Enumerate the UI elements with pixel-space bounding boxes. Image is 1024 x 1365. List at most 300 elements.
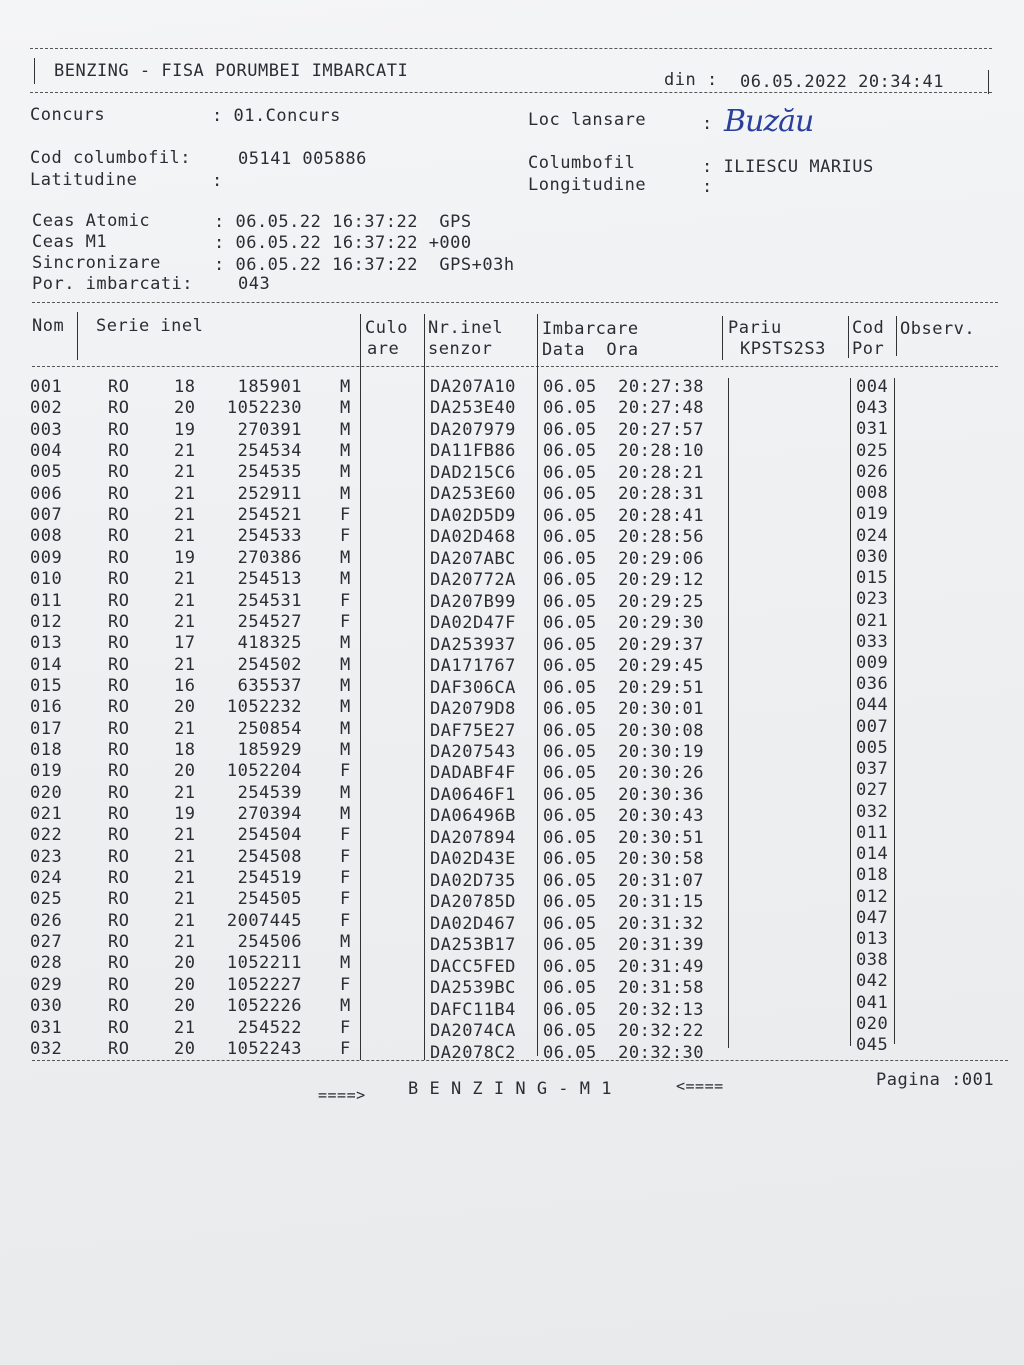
sex: F: [340, 1038, 351, 1059]
row-number: 017: [30, 718, 63, 739]
country-code: RO: [108, 889, 130, 910]
ring-number: 254513: [237, 569, 302, 590]
ring-number: 252911: [237, 483, 302, 504]
row-number: 025: [30, 889, 63, 910]
header-bottom-rule: [30, 92, 992, 93]
ring-number: 254519: [237, 868, 302, 889]
country-code: RO: [108, 804, 130, 824]
cod-por: 021: [856, 610, 889, 631]
cod-por: 023: [856, 589, 889, 610]
sex: F: [340, 611, 351, 632]
row-number: 013: [30, 633, 63, 654]
cod-por: 011: [856, 822, 889, 843]
ring-year: 21: [174, 590, 196, 611]
row-number: 008: [30, 526, 63, 547]
row-number: 027: [30, 932, 63, 953]
sex: M: [340, 739, 351, 760]
row-number: 012: [30, 611, 63, 632]
sex: M: [340, 398, 351, 419]
sex: F: [340, 761, 351, 782]
ring-number: 254535: [237, 462, 302, 483]
ring-number: 1052230: [226, 398, 302, 419]
boarding-datetime: 06.05 20:31:07: [543, 870, 705, 891]
sex: M: [340, 782, 351, 803]
col-culoare-2: are: [367, 339, 400, 359]
country-code: RO: [108, 739, 130, 760]
row-number: 020: [30, 782, 63, 803]
sensor-id: DA20785D: [430, 892, 516, 913]
sex: M: [340, 547, 351, 568]
ring-year: 19: [174, 804, 196, 824]
sex: F: [340, 526, 351, 547]
cod-por: 005: [856, 737, 889, 758]
boarding-datetime: 06.05 20:27:38: [543, 377, 705, 397]
boarding-datetime: 06.05 20:29:30: [543, 613, 705, 634]
latitudine-value: :: [212, 171, 223, 191]
cod-por: 025: [856, 440, 889, 461]
cod-por: 015: [856, 568, 889, 589]
row-number: 028: [30, 953, 63, 974]
country-code: RO: [108, 483, 130, 504]
sensor-id: DA171767: [430, 656, 516, 677]
cod-por: 007: [856, 716, 889, 737]
boarding-datetime: 06.05 20:30:26: [543, 763, 705, 784]
boarding-datetime: 06.05 20:28:21: [543, 462, 705, 483]
sensor-id: DAF75E27: [430, 720, 516, 741]
boarding-datetime: 06.05 20:29:37: [543, 634, 705, 655]
row-number: 029: [30, 974, 63, 995]
cod-por: 043: [856, 398, 889, 419]
boarding-datetime: 06.05 20:30:58: [543, 849, 705, 870]
boarding-datetime: 06.05 20:29:51: [543, 677, 705, 698]
ring-year: 21: [174, 441, 196, 462]
cod-por: 004: [856, 377, 889, 397]
cod-por: 009: [856, 652, 889, 673]
country-code: RO: [108, 868, 130, 889]
col-separator: [896, 316, 897, 356]
sincronizare-value: : 06.05.22 16:37:22 GPS+03h: [214, 255, 515, 275]
page-number: Pagina :001: [876, 1070, 995, 1090]
row-number: 002: [30, 398, 63, 419]
ring-number: 185901: [237, 377, 302, 397]
concurs-label: Concurs: [30, 105, 106, 125]
ring-year: 21: [174, 654, 196, 675]
cod-por: 045: [856, 1035, 889, 1056]
longitudine-value: :: [702, 177, 713, 197]
country-code: RO: [108, 718, 130, 739]
document-title: BENZING - FISA PORUMBEI IMBARCATI: [54, 61, 409, 81]
col-separator: [722, 316, 723, 360]
sensor-id: DA207B99: [430, 591, 516, 612]
row-number: 003: [30, 419, 63, 440]
boarding-datetime: 06.05 20:32:22: [543, 1021, 705, 1042]
col-senzor: senzor: [428, 339, 493, 359]
boarding-datetime: 06.05 20:29:45: [543, 656, 705, 677]
col-separator: [850, 378, 851, 1046]
ring-year: 21: [174, 718, 196, 739]
boarding-datetime: 06.05 20:30:43: [543, 806, 705, 827]
row-number: 018: [30, 739, 63, 760]
country-code: RO: [108, 547, 130, 568]
row-number: 006: [30, 483, 63, 504]
row-number: 009: [30, 547, 63, 568]
boarding-datetime: 06.05 20:31:15: [543, 892, 705, 913]
ring-number: 1052232: [226, 697, 302, 718]
col-serie-inel: Serie inel: [96, 316, 204, 336]
sensor-id: DACC5FED: [430, 956, 516, 977]
row-number: 032: [30, 1038, 63, 1059]
ceas-atomic-label: Ceas Atomic: [32, 211, 151, 231]
sensor-id: DA253B17: [430, 935, 516, 956]
boarding-datetime: 06.05 20:30:08: [543, 720, 705, 741]
sex: M: [340, 377, 351, 397]
sex: M: [340, 441, 351, 462]
por-imbarcati-value: 043: [238, 274, 271, 294]
boarding-datetime: 06.05 20:28:56: [543, 527, 705, 548]
sensor-id: DA02D735: [430, 870, 516, 891]
sex: M: [340, 633, 351, 654]
cod-por: 047: [856, 907, 889, 928]
boarding-datetime: 06.05 20:29:25: [543, 591, 705, 612]
row-number: 031: [30, 1017, 63, 1038]
ring-year: 20: [174, 761, 196, 782]
loc-lansare-colon: :: [702, 114, 713, 134]
cod-por: 018: [856, 865, 889, 886]
header-right-bar: [988, 70, 989, 94]
cod-por: 037: [856, 759, 889, 780]
ring-year: 21: [174, 483, 196, 504]
row-number: 026: [30, 910, 63, 931]
sex: F: [340, 505, 351, 526]
sex: M: [340, 953, 351, 974]
cod-por: 044: [856, 695, 889, 716]
row-number: 021: [30, 804, 63, 824]
ring-number: 2007445: [226, 910, 302, 931]
ring-number: 185929: [237, 739, 302, 760]
concurs-value: : 01.Concurs: [212, 106, 341, 126]
country-code: RO: [108, 932, 130, 953]
sensor-id: DA20772A: [430, 570, 516, 591]
col-separator: [848, 316, 849, 358]
cod-por: 008: [856, 483, 889, 504]
ring-number: 254539: [237, 782, 302, 803]
sex: M: [340, 932, 351, 953]
boarding-datetime: 06.05 20:32:30: [543, 1042, 705, 1063]
ring-number: 254504: [237, 825, 302, 846]
boarding-datetime: 06.05 20:29:12: [543, 570, 705, 591]
table-header-rule: [32, 366, 998, 367]
cod-por: 014: [856, 844, 889, 865]
col-cod: Cod: [852, 318, 885, 338]
ring-year: 21: [174, 462, 196, 483]
row-number: 016: [30, 697, 63, 718]
ring-year: 21: [174, 932, 196, 953]
sensor-id: DA02D47F: [430, 613, 516, 634]
ring-year: 19: [174, 419, 196, 440]
row-number: 004: [30, 441, 63, 462]
ring-year: 21: [174, 1017, 196, 1038]
col-kpsts2s3: KPSTS2S3: [740, 339, 826, 359]
loc-lansare-label: Loc lansare: [528, 110, 647, 130]
cod-por: 033: [856, 631, 889, 652]
longitudine-label: Longitudine: [528, 175, 647, 195]
country-code: RO: [108, 1017, 130, 1038]
boarding-datetime: 06.05 20:30:36: [543, 784, 705, 805]
sensor-id: DA2079D8: [430, 699, 516, 720]
footer-left-arrow: ====>: [318, 1086, 366, 1104]
cod-por: 013: [856, 928, 889, 949]
col-separator: [894, 378, 895, 1044]
sex: M: [340, 697, 351, 718]
boarding-datetime: 06.05 20:31:58: [543, 978, 705, 999]
print-date-label: din :: [664, 70, 718, 90]
row-number: 030: [30, 996, 63, 1017]
col-nr-inel: Nr.inel: [428, 318, 504, 338]
sensor-id: DA02D43E: [430, 849, 516, 870]
col-separator: [728, 378, 729, 1048]
ring-year: 18: [174, 739, 196, 760]
country-code: RO: [108, 441, 130, 462]
footer-right-arrow: <====: [676, 1077, 724, 1095]
cod-por: 026: [856, 461, 889, 482]
country-code: RO: [108, 398, 130, 419]
ring-year: 21: [174, 868, 196, 889]
country-code: RO: [108, 611, 130, 632]
print-date-value: 06.05.2022 20:34:41: [740, 72, 944, 92]
row-number: 014: [30, 654, 63, 675]
sensor-id: DA207543: [430, 741, 516, 762]
boarding-datetime: 06.05 20:31:49: [543, 956, 705, 977]
boarding-datetime: 06.05 20:32:13: [543, 999, 705, 1020]
boarding-datetime: 06.05 20:30:01: [543, 699, 705, 720]
sensor-id: DA06496B: [430, 806, 516, 827]
ring-year: 20: [174, 697, 196, 718]
sex: F: [340, 846, 351, 867]
ring-number: 254521: [237, 505, 302, 526]
cod-por: 036: [856, 674, 889, 695]
boarding-datetime: 06.05 20:27:57: [543, 419, 705, 440]
table-top-rule: [32, 302, 998, 303]
sex: M: [340, 569, 351, 590]
cod-por: 041: [856, 992, 889, 1013]
row-number: 005: [30, 462, 63, 483]
ring-year: 20: [174, 996, 196, 1017]
col-nom: Nom: [32, 316, 65, 336]
latitudine-label: Latitudine: [30, 170, 138, 190]
columbofil-value: : ILIESCU MARIUS: [702, 157, 874, 177]
country-code: RO: [108, 590, 130, 611]
ceas-m1-value: : 06.05.22 16:37:22 +000: [214, 233, 472, 253]
col-imbarcare: Imbarcare: [542, 319, 639, 339]
ring-year: 20: [174, 953, 196, 974]
country-code: RO: [108, 675, 130, 696]
boarding-datetime: 06.05 20:31:32: [543, 913, 705, 934]
country-code: RO: [108, 974, 130, 995]
cod-columbofil-value: 05141 005886: [238, 149, 367, 169]
ring-year: 21: [174, 825, 196, 846]
ring-year: 18: [174, 377, 196, 397]
boarding-datetime: 06.05 20:28:31: [543, 484, 705, 505]
col-pariu: Pariu: [728, 318, 782, 338]
columbofil-label: Columbofil: [528, 153, 636, 173]
ring-year: 21: [174, 846, 196, 867]
cod-por: 024: [856, 525, 889, 546]
sensor-id: DA2539BC: [430, 978, 516, 999]
ring-number: 254527: [237, 611, 302, 632]
sex: M: [340, 462, 351, 483]
ring-number: 250854: [237, 718, 302, 739]
ring-number: 254531: [237, 590, 302, 611]
sex: F: [340, 910, 351, 931]
sensor-id: DA02D468: [430, 527, 516, 548]
sex: M: [340, 483, 351, 504]
country-code: RO: [108, 761, 130, 782]
sensor-id: DAD215C6: [430, 462, 516, 483]
country-code: RO: [108, 846, 130, 867]
col-culoare-1: Culo: [365, 318, 408, 338]
ceas-m1-label: Ceas M1: [32, 232, 108, 252]
sensor-id: DA207894: [430, 827, 516, 848]
row-number: 011: [30, 590, 63, 611]
sensor-id: DA253E60: [430, 484, 516, 505]
ceas-atomic-value: : 06.05.22 16:37:22 GPS: [214, 212, 472, 232]
country-code: RO: [108, 782, 130, 803]
ring-year: 21: [174, 611, 196, 632]
boarding-datetime: 06.05 20:28:41: [543, 505, 705, 526]
cod-por: 030: [856, 546, 889, 567]
ring-number: 418325: [237, 633, 302, 654]
sex: F: [340, 825, 351, 846]
country-code: RO: [108, 462, 130, 483]
ring-number: 254502: [237, 654, 302, 675]
country-code: RO: [108, 505, 130, 526]
row-number: 019: [30, 761, 63, 782]
country-code: RO: [108, 526, 130, 547]
col-observ: Observ.: [900, 319, 976, 339]
cod-por: 027: [856, 780, 889, 801]
col-data-ora: Data Ora: [542, 340, 639, 360]
sensor-id: DA02D467: [430, 913, 516, 934]
sensor-id: DA207A10: [430, 377, 516, 397]
boarding-datetime: 06.05 20:27:48: [543, 398, 705, 419]
ring-year: 21: [174, 526, 196, 547]
sensor-id: DA11FB86: [430, 441, 516, 462]
country-code: RO: [108, 377, 130, 397]
sensor-id: DA0646F1: [430, 784, 516, 805]
ring-year: 21: [174, 505, 196, 526]
row-number: 023: [30, 846, 63, 867]
ring-number: 270394: [237, 804, 302, 824]
sensor-id: DA253937: [430, 634, 516, 655]
row-number: 022: [30, 825, 63, 846]
sensor-id: DA02D5D9: [430, 505, 516, 526]
header-top-rule: [30, 48, 992, 49]
ring-number: 254508: [237, 846, 302, 867]
sensor-id: DADABF4F: [430, 763, 516, 784]
boarding-datetime: 06.05 20:29:06: [543, 548, 705, 569]
row-number: 007: [30, 505, 63, 526]
col-separator: [537, 314, 538, 1056]
cod-por: 031: [856, 419, 889, 440]
sex: M: [340, 996, 351, 1017]
country-code: RO: [108, 953, 130, 974]
ring-number: 254534: [237, 441, 302, 462]
sensor-id: DA253E40: [430, 398, 516, 419]
ring-number: 1052204: [226, 761, 302, 782]
country-code: RO: [108, 654, 130, 675]
sensor-id: DA207979: [430, 419, 516, 440]
cod-por: 042: [856, 971, 889, 992]
col-separator: [77, 312, 78, 360]
boarding-datetime: 06.05 20:30:51: [543, 827, 705, 848]
cod-columbofil-label: Cod columbofil:: [30, 148, 192, 168]
sex: F: [340, 1017, 351, 1038]
country-code: RO: [108, 996, 130, 1017]
cod-por: 020: [856, 1013, 889, 1034]
ring-number: 635537: [237, 675, 302, 696]
row-number: 010: [30, 569, 63, 590]
boarding-datetime: 06.05 20:28:10: [543, 441, 705, 462]
country-code: RO: [108, 419, 130, 440]
row-number: 024: [30, 868, 63, 889]
sex: M: [340, 718, 351, 739]
ring-year: 16: [174, 675, 196, 696]
cod-por: 032: [856, 801, 889, 822]
sex: F: [340, 868, 351, 889]
table-bottom-rule: [32, 1060, 1008, 1061]
ring-number: 1052243: [226, 1038, 302, 1059]
header-left-bar: [34, 58, 35, 84]
sex: F: [340, 889, 351, 910]
ring-number: 254505: [237, 889, 302, 910]
ring-number: 270386: [237, 547, 302, 568]
sensor-id: DAF306CA: [430, 677, 516, 698]
row-number: 001: [30, 377, 63, 397]
country-code: RO: [108, 910, 130, 931]
sex: M: [340, 675, 351, 696]
col-por: Por: [852, 339, 885, 359]
sex: M: [340, 804, 351, 824]
ring-year: 20: [174, 398, 196, 419]
ring-number: 254533: [237, 526, 302, 547]
sex: F: [340, 974, 351, 995]
ring-year: 20: [174, 1038, 196, 1059]
sensor-id: DA207ABC: [430, 548, 516, 569]
sex: M: [340, 419, 351, 440]
col-separator: [360, 314, 361, 1060]
row-number: 015: [30, 675, 63, 696]
country-code: RO: [108, 825, 130, 846]
cod-por: 019: [856, 504, 889, 525]
ring-number: 254506: [237, 932, 302, 953]
col-separator: [424, 314, 425, 1060]
ring-number: 270391: [237, 419, 302, 440]
ring-year: 21: [174, 910, 196, 931]
ring-year: 21: [174, 782, 196, 803]
ring-number: 1052211: [226, 953, 302, 974]
ring-year: 19: [174, 547, 196, 568]
ring-year: 17: [174, 633, 196, 654]
loc-lansare-handwritten: Buzău: [724, 104, 814, 139]
ring-number: 254522: [237, 1017, 302, 1038]
country-code: RO: [108, 633, 130, 654]
sex: M: [340, 654, 351, 675]
ring-year: 21: [174, 569, 196, 590]
sex: F: [340, 590, 351, 611]
country-code: RO: [108, 569, 130, 590]
boarding-datetime: 06.05 20:30:19: [543, 741, 705, 762]
boarding-datetime: 06.05 20:31:39: [543, 935, 705, 956]
